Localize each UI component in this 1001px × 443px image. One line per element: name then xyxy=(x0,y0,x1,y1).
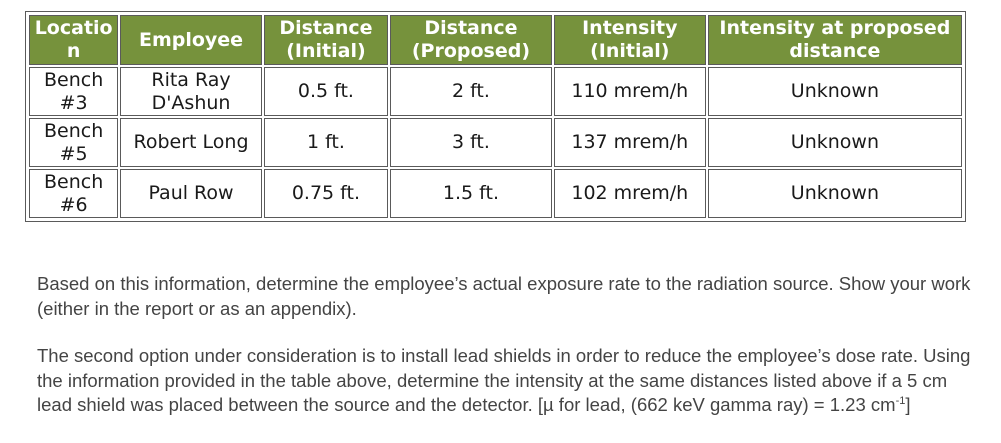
header-employee: Employee xyxy=(120,15,261,65)
instruction-paragraph-1: Based on this information, determine the employee’s actual exposure rate to the radiation source. Show your work (either in the report or as an appendix). xyxy=(37,273,971,319)
cell-location: Bench #6 xyxy=(29,169,118,218)
exposure-table xyxy=(27,13,964,220)
cell-distance-initial: 0.5 ft. xyxy=(264,67,388,116)
table-row xyxy=(29,118,962,167)
cell-employee: Paul Row xyxy=(120,169,261,218)
cell-intensity-initial: 102 mrem/h xyxy=(554,169,706,218)
paragraph-2-closing: ] xyxy=(905,394,911,415)
header-location: Locatio n xyxy=(29,15,118,65)
paragraph-2-text: The second option under consideration is to install lead shields in order to reduce the employee’s dose rate. Using the information provided in the table above, determine the intensity at the same distances listed above if a 5 cm lead shield was placed between the source and the detector. [µ for lead, (662 keV gamma ray) = 1.23 cm xyxy=(37,345,971,415)
header-distance-proposed: Distance (Proposed) xyxy=(390,15,552,65)
cell-distance-proposed: 1.5 ft. xyxy=(390,169,552,218)
table-row xyxy=(29,67,962,116)
cell-distance-initial: 0.75 ft. xyxy=(264,169,388,218)
cell-employee: Robert Long xyxy=(120,118,261,167)
header-intensity-initial: Intensity (Initial) xyxy=(554,15,706,65)
cell-distance-proposed: 2 ft. xyxy=(390,67,552,116)
header-distance-initial: Distance (Initial) xyxy=(264,15,388,65)
cell-intensity-initial: 110 mrem/h xyxy=(554,67,706,116)
cell-intensity-proposed: Unknown xyxy=(708,118,962,167)
cell-distance-proposed: 3 ft. xyxy=(390,118,552,167)
exposure-table-frame xyxy=(25,11,966,222)
unit-exponent: -1 xyxy=(895,394,906,407)
header-intensity-proposed: Intensity at proposed distance xyxy=(708,15,962,65)
cell-location: Bench #3 xyxy=(29,67,118,116)
cell-intensity-initial: 137 mrem/h xyxy=(554,118,706,167)
table-row xyxy=(29,169,962,218)
cell-distance-initial: 1 ft. xyxy=(264,118,388,167)
table-header-row xyxy=(29,15,962,65)
cell-employee: Rita Ray D'Ashun xyxy=(120,67,261,116)
cell-intensity-proposed: Unknown xyxy=(708,67,962,116)
cell-location: Bench #5 xyxy=(29,118,118,167)
instruction-paragraph-2 xyxy=(37,344,977,418)
cell-intensity-proposed: Unknown xyxy=(708,169,962,218)
